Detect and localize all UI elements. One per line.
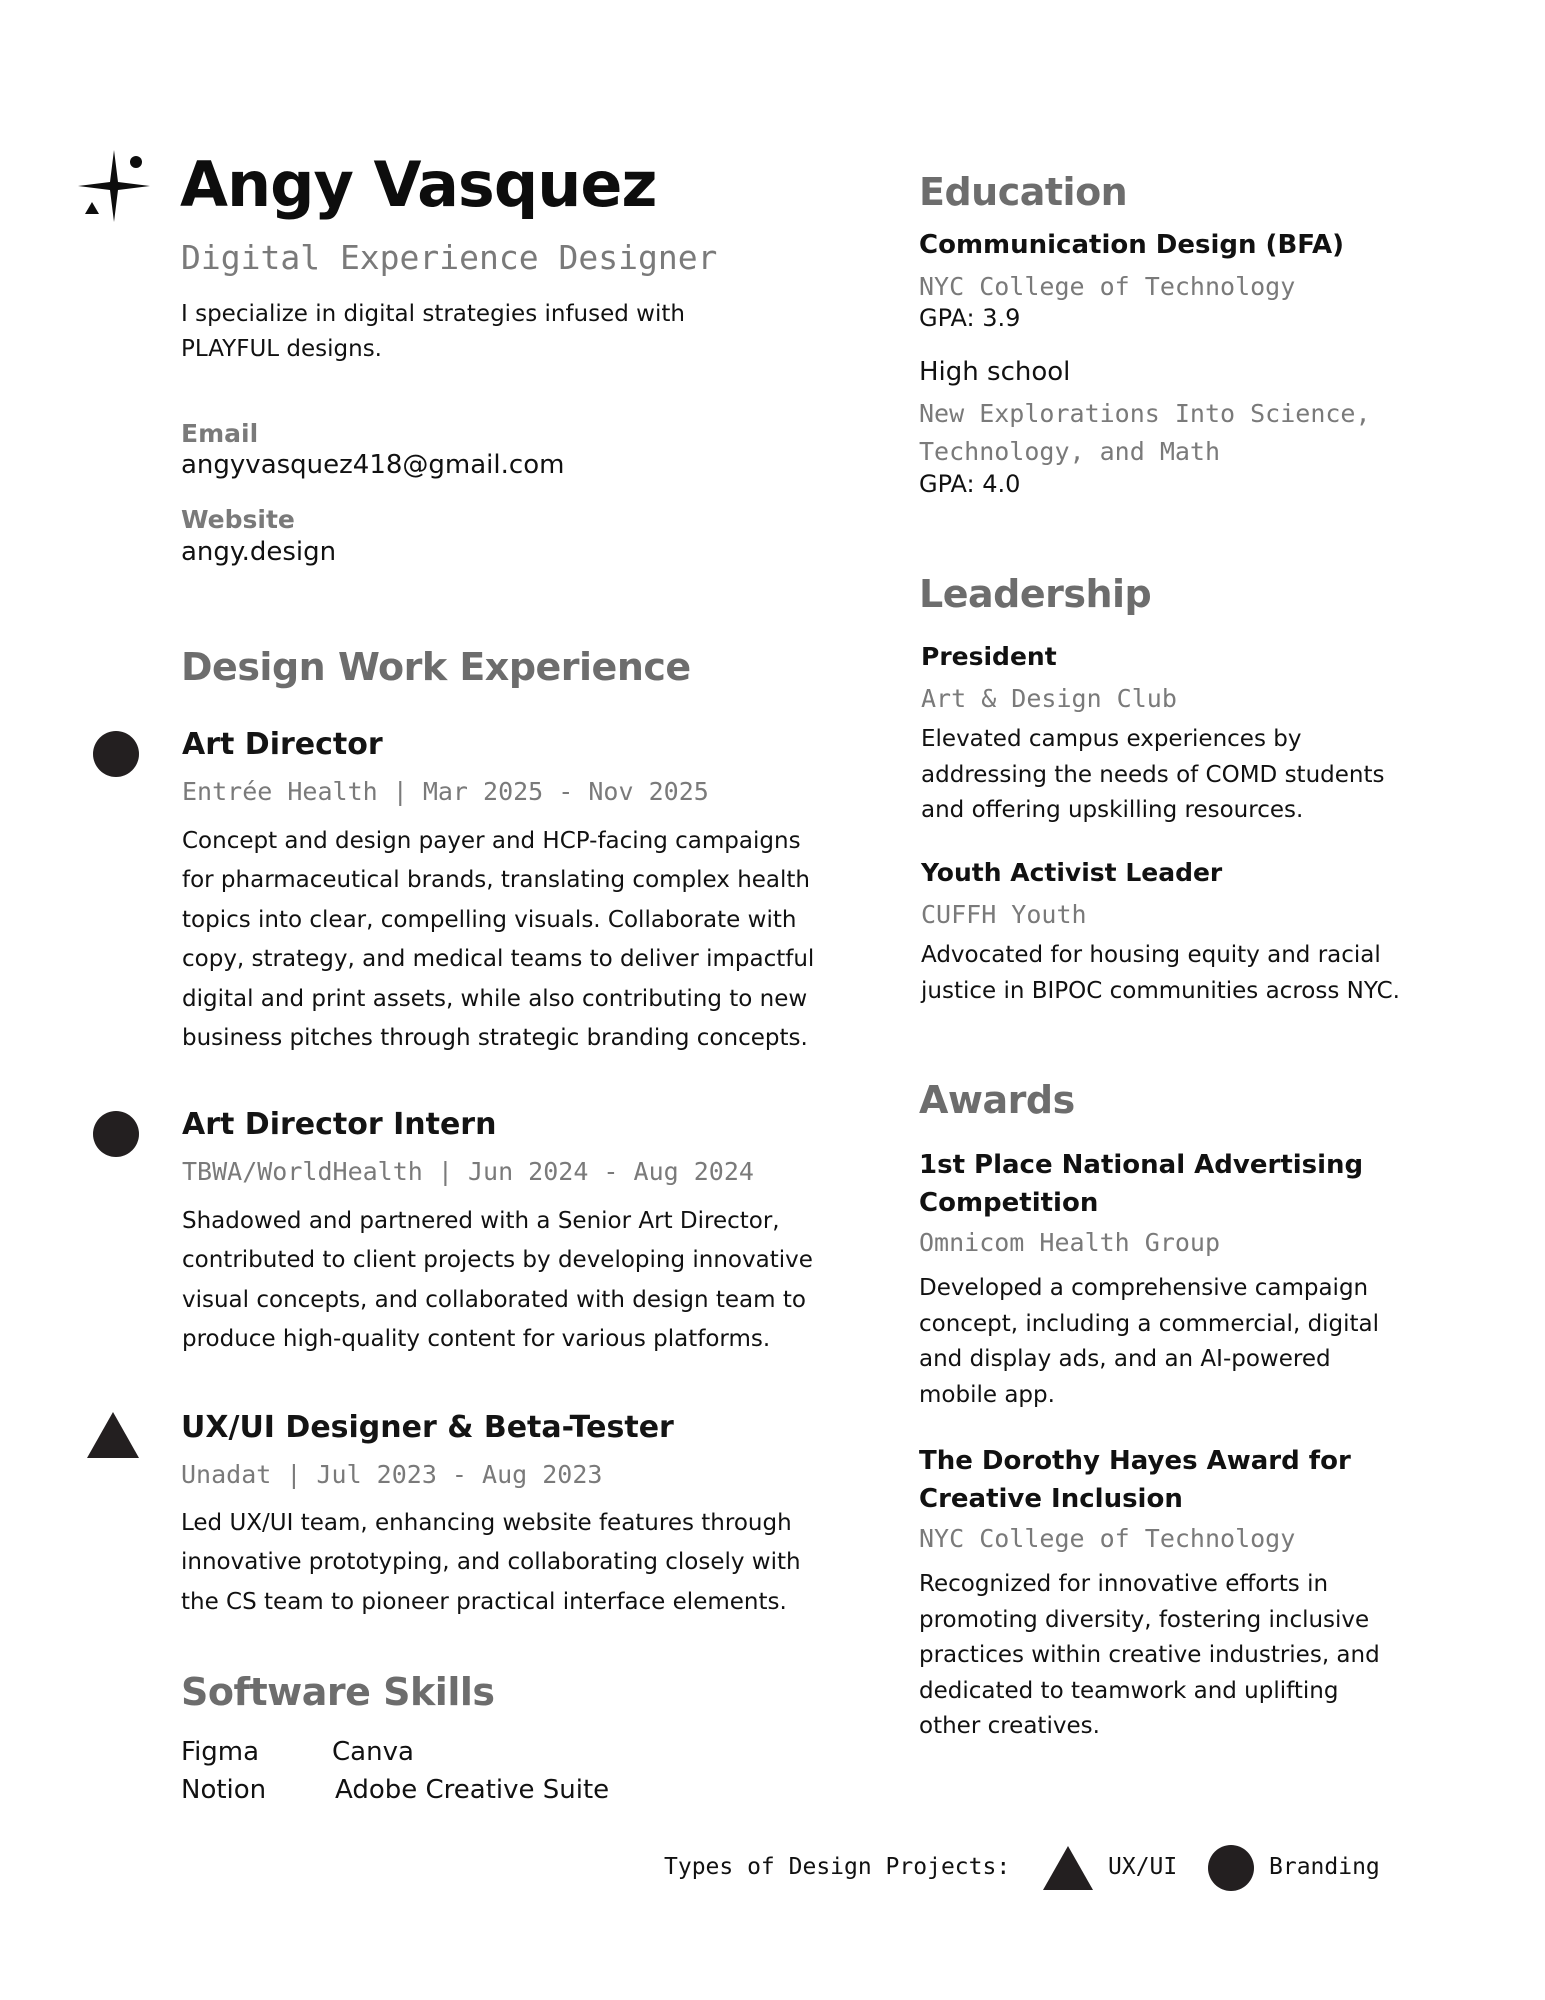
leadership-org: Art & Design Club [921, 684, 1177, 713]
award-title: The Dorothy Hayes Award for Creative Inclusion [919, 1446, 1351, 1514]
legend-label: Types of Design Projects: [664, 1854, 1011, 1880]
job-meta: TBWA/WorldHealth | Jun 2024 - Aug 2024 [182, 1157, 754, 1186]
legend-uxui-label: UX/UI [1108, 1854, 1178, 1880]
skills-heading: Software Skills [181, 1670, 495, 1714]
award-title: 1st Place National Advertising Competition [919, 1150, 1364, 1218]
skill-item: Canva [332, 1737, 414, 1767]
email-label: Email [181, 419, 259, 448]
legend-branding-label: Branding [1269, 1854, 1380, 1880]
leadership-heading: Leadership [919, 572, 1152, 616]
leadership-role: President [921, 642, 1057, 671]
website-label: Website [181, 505, 295, 534]
award-description: Recognized for innovative efforts in promoting diversity, fostering inclusive practices within creative industries, and dedicated to teamwork and uplifting other creatives. [919, 1571, 1380, 1739]
leadership-description: Advocated for housing equity and racial justice in BIPOC communities across NYC. [921, 942, 1400, 1004]
education-heading: Education [919, 170, 1128, 214]
leadership-role: Youth Activist Leader [921, 858, 1223, 887]
education-school: NYC College of Technology [919, 272, 1296, 301]
circle-branding-icon [93, 1111, 139, 1157]
skill-item: Figma [181, 1737, 260, 1767]
experience-heading: Design Work Experience [181, 645, 691, 689]
applicant-name: Angy Vasquez [180, 148, 657, 221]
education-gpa: GPA: 4.0 [919, 470, 1021, 498]
award-description: Developed a comprehensive campaign concept, including a commercial, digital and display ads, and an AI-powered mobile app. [919, 1275, 1380, 1408]
education-school: New Explorations Into Science, Technology, and Math [919, 399, 1371, 466]
job-description: Led UX/UI team, enhancing website features through innovative prototyping, and collaborating closely with the CS team to pioneer practical interface elements. [181, 1510, 801, 1615]
circle-branding-icon [1208, 1845, 1254, 1891]
skill-item: Adobe Creative Suite [335, 1775, 610, 1805]
education-degree: Communication Design (BFA) [919, 230, 1345, 260]
website-link[interactable]: angy.design [181, 537, 337, 567]
awards-heading: Awards [919, 1078, 1075, 1122]
circle-branding-icon [93, 731, 139, 777]
leadership-description: Elevated campus experiences by addressing the needs of COMD students and offering upskilling resources. [921, 726, 1385, 823]
triangle-uxui-icon [87, 1412, 139, 1458]
intro-text: I specialize in digital strategies infused with PLAYFUL designs. [181, 301, 685, 362]
job-description: Shadowed and partnered with a Senior Art Director, contributed to client projects by developing innovative visual concepts, and collaborated with design team to produce high-quality content for various platforms. [182, 1208, 813, 1353]
job-meta: Entrée Health | Mar 2025 - Nov 2025 [182, 777, 709, 806]
skill-item: Notion [181, 1775, 267, 1805]
leadership-org: CUFFH Youth [921, 900, 1087, 929]
job-meta: Unadat | Jul 2023 - Aug 2023 [181, 1460, 603, 1489]
job-title: Art Director [182, 727, 383, 762]
education-degree: High school [919, 357, 1071, 387]
award-org: NYC College of Technology [919, 1524, 1296, 1553]
email-link[interactable]: angyvasquez418@gmail.com [181, 450, 565, 480]
triangle-uxui-icon [1043, 1846, 1093, 1890]
job-description: Concept and design payer and HCP-facing campaigns for pharmaceutical brands, translating complex health topics into clear, compelling visuals. Collaborate with copy, strategy, and medical teams to deliver impactful digital and print assets, while also contributing to new business pitches through strategic branding concepts. [182, 828, 815, 1052]
award-org: Omnicom Health Group [919, 1228, 1221, 1257]
job-title: Art Director Intern [182, 1107, 497, 1142]
education-gpa: GPA: 3.9 [919, 304, 1021, 332]
sparkle-star-icon [76, 148, 152, 224]
job-title: UX/UI Designer & Beta-Tester [181, 1410, 674, 1445]
job-subtitle: Digital Experience Designer [181, 238, 718, 277]
